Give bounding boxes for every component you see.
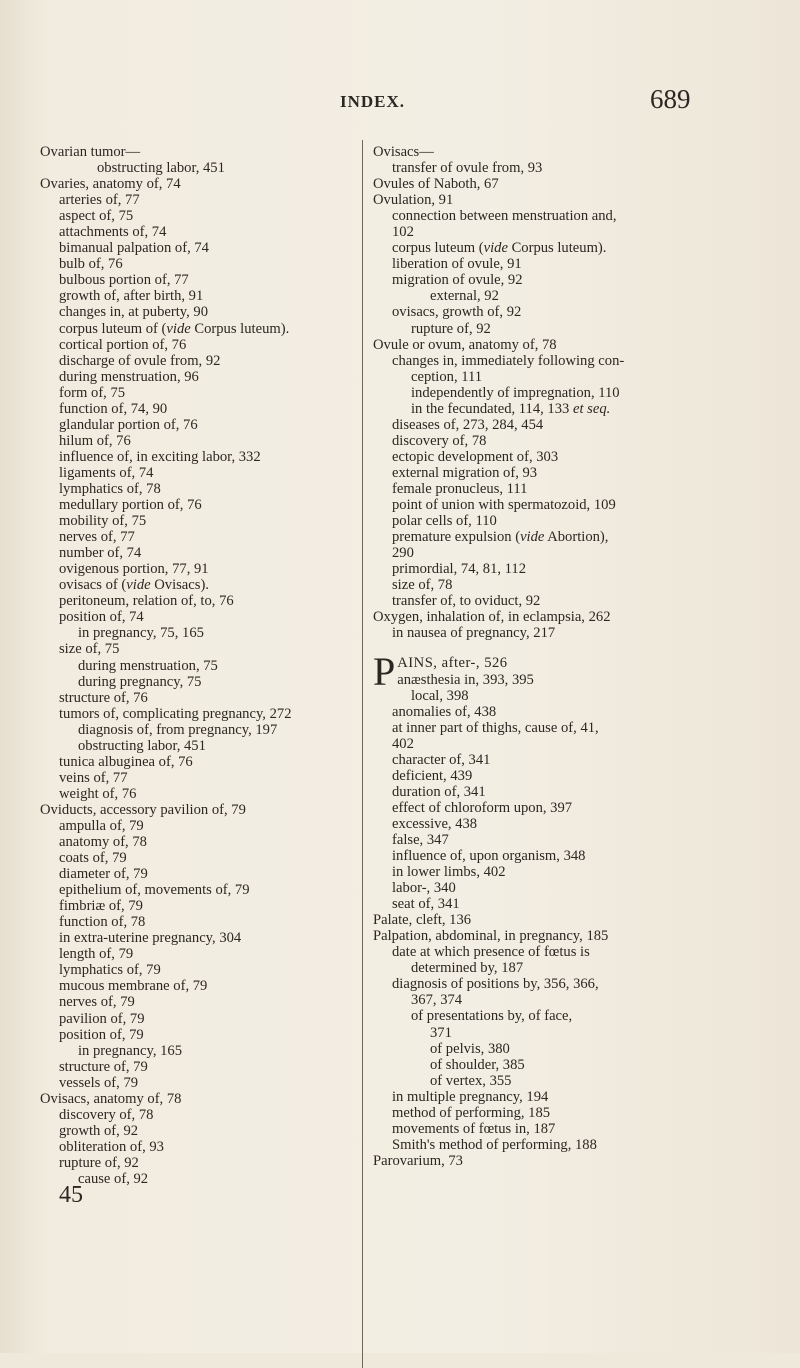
entry-text: Ovaries, anatomy of, 74 (40, 176, 181, 193)
index-entry (40, 722, 358, 738)
index-entry (373, 912, 773, 928)
entry-text-tail: Corpus luteum). (507, 240, 607, 257)
entry-text: ovisacs, growth of, 92 (392, 304, 522, 321)
entry-text: Ovule or ovum, anatomy of, 78 (373, 336, 557, 353)
entry-text: independently of impregnation, 110 (411, 384, 620, 401)
entry-text: corpus luteum of ( (59, 320, 167, 337)
index-entry (373, 736, 773, 752)
entry-text-tail: Ovisacs). (150, 577, 209, 594)
entry-text: determined by, 187 (411, 960, 524, 977)
entry-text: character of, 341 (392, 751, 491, 768)
index-entry (40, 818, 358, 834)
entry-text: tunica albuginea of, 76 (59, 753, 193, 770)
index-entry (40, 481, 358, 497)
entry-text: Palpation, abdominal, in pregnancy, 185 (373, 928, 609, 945)
index-entry (373, 561, 773, 577)
entry-text: of shoulder, 385 (430, 1056, 525, 1073)
index-entry (40, 385, 358, 401)
index-entry (373, 752, 773, 768)
index-entry (373, 688, 773, 704)
index-entry (40, 577, 358, 593)
entry-text: during pregnancy, 75 (78, 673, 202, 690)
index-entry (40, 449, 358, 465)
index-entry (40, 593, 358, 609)
entry-text: in lower limbs, 402 (392, 864, 506, 881)
index-entry (40, 192, 358, 208)
entry-text: changes in, at puberty, 90 (59, 304, 209, 321)
index-column-left (40, 144, 358, 1209)
entry-text: ectopic development of, 303 (392, 448, 559, 465)
index-entry (40, 240, 358, 256)
index-entry (373, 160, 773, 176)
index-entry (40, 786, 358, 802)
index-entry (373, 864, 773, 880)
entry-text: influence of, upon organism, 348 (392, 848, 586, 865)
entry-text: aspect of, 75 (59, 208, 134, 225)
index-entry (40, 337, 358, 353)
entry-text: external migration of, 93 (392, 464, 538, 481)
entry-text: growth of, 92 (59, 1122, 139, 1139)
index-entry (40, 1027, 358, 1043)
index-column-right (373, 144, 773, 1169)
entry-text: Smith's method of performing, 188 (392, 1136, 597, 1153)
entry-text: transfer of ovule from, 93 (392, 160, 543, 177)
index-entry (40, 978, 358, 994)
entry-text: weight of, 76 (59, 785, 137, 802)
index-entry (40, 288, 358, 304)
index-entry (373, 832, 773, 848)
entry-text: fimbriæ of, 79 (59, 898, 143, 915)
entry-text: rupture of, 92 (59, 1154, 139, 1171)
entry-text: Ovisacs, anatomy of, 78 (40, 1090, 182, 1107)
index-entry (40, 256, 358, 272)
entry-text: external, 92 (430, 288, 499, 305)
index-entry (40, 417, 358, 433)
entry-text: growth of, after birth, 91 (59, 288, 204, 305)
index-entry (373, 1137, 773, 1153)
entry-text: point of union with spermatozoid, 109 (392, 497, 616, 514)
entry-text: ligaments of, 74 (59, 464, 154, 481)
entry-text: position of, 74 (59, 609, 144, 626)
index-entry (40, 802, 358, 818)
entry-text: Ovulation, 91 (373, 192, 454, 209)
entry-text: rupture of, 92 (411, 320, 491, 337)
entry-text: diagnosis of positions by, 356, 366, (392, 976, 599, 993)
index-entry (40, 706, 358, 722)
index-entry (373, 816, 773, 832)
entry-text: veins of, 77 (59, 769, 128, 786)
index-entry (40, 898, 358, 914)
index-entry (373, 481, 773, 497)
entry-text: ovisacs of ( (59, 577, 127, 594)
entry-text: diseases of, 273, 284, 454 (392, 416, 544, 433)
entry-text: coats of, 79 (59, 850, 127, 867)
index-entry (373, 928, 773, 944)
drop-cap: P (373, 649, 396, 695)
entry-text: lymphatics of, 78 (59, 480, 161, 497)
entry-text: function of, 74, 90 (59, 400, 168, 417)
entry-italic: vide (166, 320, 191, 337)
index-entry (373, 1041, 773, 1057)
entry-text: anatomy of, 78 (59, 834, 147, 851)
entry-text: date at which presence of fœtus is (392, 944, 590, 961)
index-entry (373, 337, 773, 353)
entry-text-tail: Corpus luteum). (190, 320, 290, 337)
entry-text: size of, 75 (59, 641, 120, 658)
index-entry (373, 704, 773, 720)
index-entry (373, 784, 773, 800)
index-entry (373, 192, 773, 208)
entry-text: Ovisacs— (373, 144, 434, 160)
index-entry (40, 1043, 358, 1059)
index-entry (40, 770, 358, 786)
index-entry (40, 930, 358, 946)
index-entry (373, 321, 773, 337)
entry-text: Parovarium, 73 (373, 1152, 463, 1169)
index-entry (40, 850, 358, 866)
entry-text: obliteration of, 93 (59, 1138, 164, 1155)
page-number: 689 (650, 84, 691, 114)
entry-text: Oviducts, accessory pavilion of, 79 (40, 801, 246, 818)
entry-text: changes in, immediately following con- (392, 352, 625, 369)
entry-text: medullary portion of, 76 (59, 497, 202, 514)
index-entry (40, 1139, 358, 1155)
index-entry (373, 880, 773, 896)
entry-text: AINS, after-, 526 (397, 655, 508, 672)
entry-text: mobility of, 75 (59, 513, 147, 530)
entry-text: glandular portion of, 76 (59, 416, 198, 433)
index-entry (373, 288, 773, 304)
entry-text: Palate, cleft, 136 (373, 912, 472, 929)
index-entry (373, 353, 773, 369)
entry-text: arteries of, 77 (59, 192, 140, 209)
entry-text: cortical portion of, 76 (59, 336, 187, 353)
index-entry (40, 1171, 358, 1187)
entry-text: primordial, 74, 81, 112 (392, 561, 527, 578)
entry-text: number of, 74 (59, 545, 142, 562)
entry-text: during menstruation, 75 (78, 657, 218, 674)
entry-text: obstructing labor, 451 (97, 160, 225, 177)
section-gap (373, 641, 773, 655)
entry-text: hilum of, 76 (59, 432, 131, 449)
entry-text: mucous membrane of, 79 (59, 978, 208, 995)
index-entry (373, 1153, 773, 1169)
entry-text: in pregnancy, 75, 165 (78, 625, 204, 642)
entry-text: cause of, 92 (78, 1171, 149, 1187)
index-entry (373, 848, 773, 864)
entry-text: nerves of, 77 (59, 529, 135, 546)
entry-text: obstructing labor, 451 (78, 737, 206, 754)
entry-text: peritoneum, relation of, to, 76 (59, 593, 234, 610)
entry-text: transfer of, to oviduct, 92 (392, 593, 541, 610)
entry-text: pavilion of, 79 (59, 1010, 145, 1027)
index-entry (40, 1011, 358, 1027)
index-entry (40, 690, 358, 706)
index-entry (373, 465, 773, 481)
entry-text: of presentations by, of face, (411, 1008, 573, 1025)
entry-text: of vertex, 355 (430, 1072, 512, 1089)
entry-text: 290 (392, 545, 414, 562)
entry-text: at inner part of thighs, cause of, 41, (392, 719, 599, 736)
index-entry (373, 609, 773, 625)
entry-text: connection between menstruation and, (392, 208, 617, 225)
index-entry (40, 272, 358, 288)
index-entry (40, 946, 358, 962)
entry-text: duration of, 341 (392, 783, 486, 800)
index-entry (40, 497, 358, 513)
index-entry (40, 545, 358, 561)
entry-text: 45 (59, 1182, 83, 1209)
column-divider (362, 140, 363, 1368)
index-entry (373, 896, 773, 912)
index-entry (373, 529, 773, 545)
index-entry (373, 272, 773, 288)
index-entry (40, 1059, 358, 1075)
index-entry (40, 609, 358, 625)
index-entry (40, 658, 358, 674)
index-entry (40, 529, 358, 545)
index-entry (40, 224, 358, 240)
index-entry (373, 545, 773, 561)
entry-italic: vide (520, 529, 545, 546)
entry-text: false, 347 (392, 831, 449, 848)
entry-text: attachments of, 74 (59, 224, 167, 241)
entry-text: female pronucleus, 111 (392, 480, 528, 497)
entry-text: bulbous portion of, 77 (59, 272, 189, 289)
entry-text: seat of, 341 (392, 896, 460, 913)
running-head: INDEX. (340, 92, 406, 111)
entry-text: in nausea of pregnancy, 217 (392, 625, 556, 642)
entry-text: premature expulsion ( (392, 529, 521, 546)
index-entry (40, 625, 358, 641)
entry-text: 102 (392, 224, 414, 241)
entry-text: function of, 78 (59, 914, 146, 931)
index-entry (373, 768, 773, 784)
entry-text: Ovarian tumor— (40, 144, 141, 160)
entry-text: liberation of ovule, 91 (392, 256, 522, 273)
index-entry (373, 960, 773, 976)
index-entry (373, 625, 773, 641)
index-entry (373, 1105, 773, 1121)
signature-mark (40, 1182, 358, 1209)
entry-text: effect of chloroform upon, 397 (392, 799, 573, 816)
index-entry (40, 754, 358, 770)
entry-text: during menstruation, 96 (59, 368, 199, 385)
index-entry (373, 144, 773, 160)
index-entry (40, 561, 358, 577)
entry-italic: vide (483, 240, 508, 257)
entry-text: ampulla of, 79 (59, 817, 144, 834)
index-entry (373, 1057, 773, 1073)
index-entry (40, 465, 358, 481)
entry-text: ception, 111 (411, 368, 483, 385)
index-entry (373, 401, 773, 417)
entry-text: in extra-uterine pregnancy, 304 (59, 930, 242, 947)
entry-text: 367, 374 (411, 992, 463, 1009)
index-entry (373, 433, 773, 449)
index-entry (373, 256, 773, 272)
entry-text: lymphatics of, 79 (59, 962, 161, 979)
entry-text: structure of, 76 (59, 689, 148, 706)
index-entry (373, 976, 773, 992)
entry-text: position of, 79 (59, 1026, 144, 1043)
entry-text: in the fecundated, 114, 133 (411, 400, 573, 417)
entry-text: discovery of, 78 (59, 1106, 154, 1123)
index-entry (373, 1121, 773, 1137)
entry-text: influence of, in exciting labor, 332 (59, 448, 261, 465)
index-entry (40, 353, 358, 369)
index-entry (40, 962, 358, 978)
index-entry (373, 992, 773, 1008)
entry-text: structure of, 79 (59, 1058, 148, 1075)
entry-text: Ovules of Naboth, 67 (373, 176, 499, 193)
index-entry (40, 369, 358, 385)
index-entry (373, 1089, 773, 1105)
entry-text: labor-, 340 (392, 880, 456, 897)
entry-text: nerves of, 79 (59, 994, 135, 1011)
entry-text: corpus luteum ( (392, 240, 484, 257)
entry-text: size of, 78 (392, 577, 453, 594)
index-entry (373, 417, 773, 433)
index-entry (373, 800, 773, 816)
index-entry (373, 497, 773, 513)
entry-text: vessels of, 79 (59, 1074, 139, 1091)
index-entry (40, 304, 358, 320)
index-entry (40, 1123, 358, 1139)
entry-text: 371 (430, 1024, 452, 1041)
index-entry (40, 738, 358, 754)
index-entry (40, 914, 358, 930)
entry-text: local, 398 (411, 687, 469, 704)
index-entry (373, 944, 773, 960)
index-entry (373, 1025, 773, 1041)
index-entry (40, 1075, 358, 1091)
entry-text: bimanual palpation of, 74 (59, 240, 209, 257)
index-entry (373, 369, 773, 385)
index-entry (373, 385, 773, 401)
entry-text: length of, 79 (59, 946, 134, 963)
index-entry (373, 208, 773, 224)
entry-text: form of, 75 (59, 384, 126, 401)
entry-text: discharge of ovule from, 92 (59, 352, 221, 369)
index-entry (373, 304, 773, 320)
index-entry (373, 1008, 773, 1024)
index-entry (40, 208, 358, 224)
index-entry (40, 176, 358, 192)
index-entry (40, 641, 358, 657)
entry-text: discovery of, 78 (392, 432, 487, 449)
entry-text: in pregnancy, 165 (78, 1042, 183, 1059)
index-entry (373, 240, 773, 256)
index-entry (40, 401, 358, 417)
index-entry (373, 593, 773, 609)
entry-text: deficient, 439 (392, 767, 473, 784)
entry-text: of pelvis, 380 (430, 1040, 510, 1057)
index-entry (40, 1155, 358, 1171)
index-entry (40, 834, 358, 850)
index-entry (373, 577, 773, 593)
index-entry (40, 160, 358, 176)
index-entry (373, 449, 773, 465)
index-entry (373, 176, 773, 192)
index-entry (40, 866, 358, 882)
entry-text: excessive, 438 (392, 815, 478, 832)
entry-text: diagnosis of, from pregnancy, 197 (78, 721, 278, 738)
index-entry (40, 1091, 358, 1107)
index-entry (373, 1073, 773, 1089)
index-entry (40, 994, 358, 1010)
index-entry (373, 720, 773, 736)
entry-text: 402 (392, 735, 414, 752)
index-entry (40, 1107, 358, 1123)
index-entry (40, 674, 358, 690)
entry-italic: et seq. (572, 400, 611, 417)
index-entry (40, 433, 358, 449)
entry-text: diameter of, 79 (59, 866, 148, 883)
entry-text: anomalies of, 438 (392, 703, 497, 720)
entry-text: Oxygen, inhalation of, in eclampsia, 262 (373, 609, 611, 626)
entry-text: epithelium of, movements of, 79 (59, 882, 250, 899)
index-entry (40, 882, 358, 898)
index-entry (40, 321, 358, 337)
index-entry (40, 513, 358, 529)
index-entry (40, 144, 358, 160)
entry-text: ovigenous portion, 77, 91 (59, 561, 209, 578)
entry-text: tumors of, complicating pregnancy, 272 (59, 705, 292, 722)
entry-text: method of performing, 185 (392, 1104, 551, 1121)
index-entry (373, 672, 773, 688)
entry-text: migration of ovule, 92 (392, 272, 523, 289)
entry-text-tail: Abortion), (544, 529, 609, 546)
entry-text: in multiple pregnancy, 194 (392, 1088, 549, 1105)
entry-text: bulb of, 76 (59, 256, 123, 273)
entry-text: movements of fœtus in, 187 (392, 1120, 556, 1137)
page-header (0, 86, 800, 126)
index-entry (373, 513, 773, 529)
entry-text: polar cells of, 110 (392, 513, 497, 530)
entry-text: anæsthesia in, 393, 395 (397, 671, 534, 688)
entry-italic: vide (126, 577, 151, 594)
index-entry (373, 224, 773, 240)
